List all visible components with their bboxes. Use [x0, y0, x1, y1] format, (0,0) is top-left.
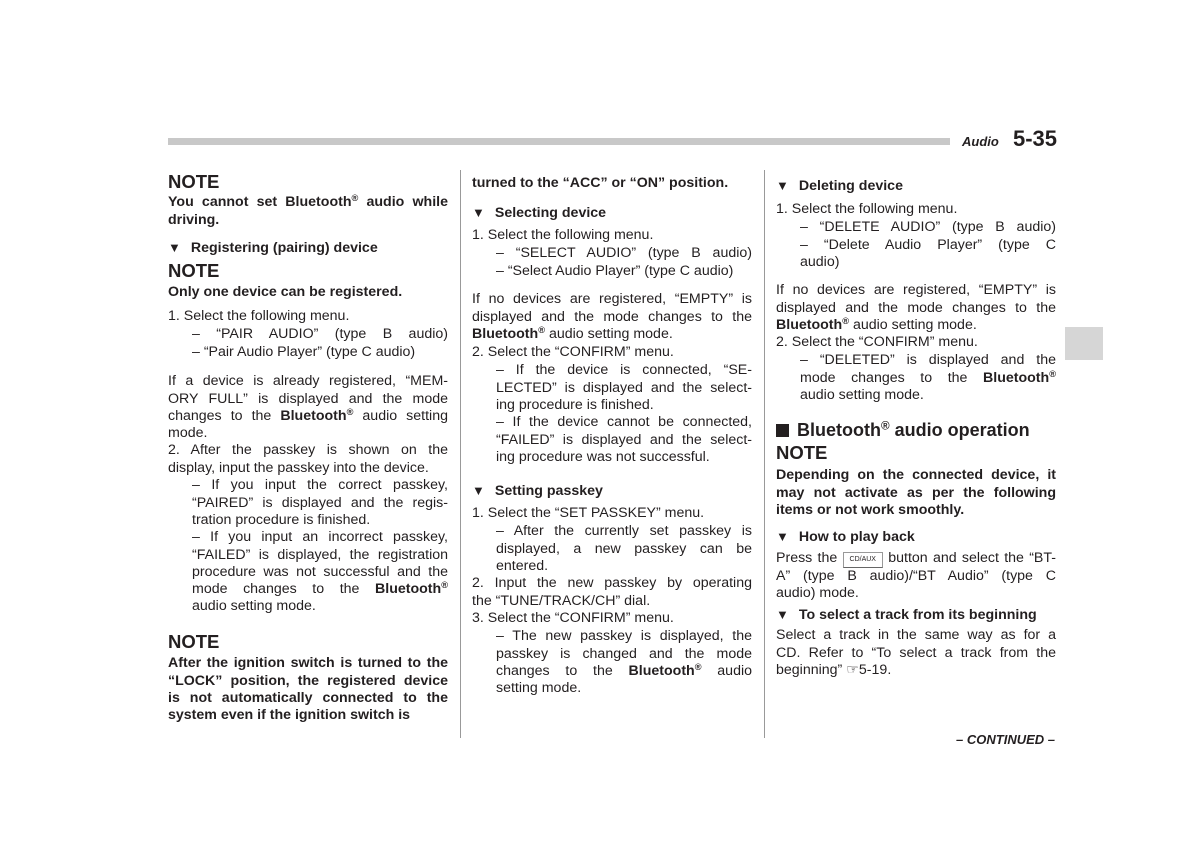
triangle-bullet-icon: ▼: [776, 178, 789, 194]
subsection-heading: [472, 482, 752, 499]
text-line: passkey is changed and the mode: [496, 645, 752, 662]
paragraph: [496, 628, 752, 697]
paragraph: [496, 245, 752, 279]
section-heading: [776, 419, 1056, 441]
text-line: “LOCK” position, the registered device: [168, 672, 448, 689]
text-line: If a device is already registered, “MEM-: [168, 373, 448, 390]
paragraph: [776, 550, 1056, 602]
text-line: If no devices are registered, “EMPTY” is: [776, 282, 1056, 299]
paragraph: [168, 194, 448, 228]
text-line: – If you input an incorrect passkey,: [192, 529, 448, 546]
subsection-heading: [776, 528, 1056, 545]
text-line: system even if the ignition switch is: [168, 706, 411, 723]
paragraph: [192, 477, 448, 529]
text-line: changes to the Bluetooth® audio: [496, 661, 752, 679]
continued-label: – CONTINUED –: [956, 732, 1055, 747]
text-line: 1. Select the following menu.: [776, 201, 958, 218]
text-line: ▼ To select a track from its beginning: [776, 607, 1037, 624]
text-line: procedure was not successful and the: [192, 563, 448, 580]
paragraph: [168, 284, 448, 301]
text-line: NOTE: [776, 442, 828, 463]
text-line: 2. After the passkey is shown on the: [168, 442, 448, 459]
text-line: setting mode.: [496, 679, 582, 696]
text-line: Bluetooth® audio setting mode.: [472, 324, 673, 342]
text-line: may not activate as per the following: [776, 484, 1056, 501]
text-line: “FAILED” is displayed and the select-: [496, 431, 752, 448]
text-line: tration procedure is finished.: [192, 511, 371, 528]
text-line: ing procedure is finished.: [496, 396, 654, 413]
subsection-heading: [472, 204, 752, 221]
text-line: ing procedure was not successful.: [496, 448, 710, 465]
triangle-bullet-icon: ▼: [472, 205, 485, 221]
text-line: ▼ Selecting device: [472, 205, 607, 222]
text-line: audio setting mode.: [192, 598, 316, 615]
chapter-tab: [1065, 327, 1103, 360]
note-heading: [776, 442, 1056, 464]
triangle-bullet-icon: ▼: [168, 240, 181, 256]
page-number: 5-35: [1013, 126, 1058, 151]
square-bullet-icon: [776, 424, 789, 437]
text-line: audio setting mode.: [800, 386, 924, 403]
paragraph: [472, 175, 752, 192]
text-line: – “Select Audio Player” (type C audio): [496, 262, 734, 279]
text-line: – “DELETED” is displayed and the: [800, 352, 1056, 369]
text-line: Bluetooth® audio setting mode.: [776, 315, 977, 333]
text-line: – “DELETE AUDIO” (type B audio): [800, 219, 1056, 236]
note-heading: [168, 631, 448, 653]
text-line: beginning” ☞5-19.: [776, 661, 892, 678]
paragraph: [776, 627, 1056, 679]
text-line: display, input the passkey into the device.: [168, 459, 429, 476]
text-line: mode changes to the Bluetooth®: [800, 368, 1056, 386]
text-line: Bluetooth® audio operation: [776, 419, 1056, 441]
subsection-heading: [776, 177, 1056, 194]
text-line: “FAILED” is displayed, the registration: [192, 546, 448, 563]
text-line: NOTE: [168, 260, 220, 281]
text-line: displayed and the mode changes to the: [472, 308, 752, 325]
text-line: is not automatically connected to the: [168, 689, 448, 706]
text-line: 3. Select the “CONFIRM” menu.: [472, 610, 674, 627]
column-divider: [764, 170, 765, 738]
text-line: NOTE: [168, 631, 220, 652]
text-line: audio): [800, 253, 840, 270]
text-line: turned to the “ACC” or “ON” position.: [472, 175, 729, 192]
text-line: 1. Select the following menu.: [168, 308, 350, 325]
text-line: mode changes to the Bluetooth®: [192, 579, 448, 597]
text-line: – “PAIR AUDIO” (type B audio): [192, 326, 448, 343]
text-line: items or not work smoothly.: [776, 501, 965, 518]
text-line: 2. Input the new passkey by operating: [472, 575, 752, 592]
text-line: – If you input the correct passkey,: [192, 477, 448, 494]
paragraph: [192, 529, 448, 615]
note-heading: [168, 260, 448, 282]
paragraph: [168, 373, 448, 442]
text-line: displayed, a new passkey can be: [496, 540, 752, 557]
text-line: After the ignition switch is turned to the: [168, 655, 448, 672]
paragraph: [800, 352, 1056, 404]
column-divider: [460, 170, 461, 738]
text-line: changes to the Bluetooth® audio setting: [168, 406, 448, 424]
paragraph: [472, 610, 752, 627]
text-line: 1. Select the following menu.: [472, 227, 654, 244]
paragraph: [496, 362, 752, 414]
paragraph: [168, 308, 448, 325]
text-line: Press the CD/AUX button and select the “BT-: [776, 550, 1057, 567]
paragraph: [192, 326, 448, 360]
paragraph: [776, 334, 1056, 351]
paragraph: [776, 282, 1056, 334]
paragraph: [776, 201, 1056, 218]
text-line: mode.: [168, 424, 208, 441]
triangle-bullet-icon: ▼: [776, 529, 789, 545]
paragraph: [472, 344, 752, 361]
text-line: “PAIRED” is displayed and the regis-: [192, 494, 448, 511]
text-line: ▼ Deleting device: [776, 178, 903, 195]
triangle-bullet-icon: ▼: [472, 483, 485, 499]
text-line: – “Delete Audio Player” (type C: [800, 236, 1056, 253]
text-line: ▼ Registering (pairing) device: [168, 240, 378, 257]
text-line: the “TUNE/TRACK/CH” dial.: [472, 592, 651, 609]
subsection-heading: [776, 606, 1056, 623]
text-line: – If the device cannot be connected,: [496, 414, 752, 431]
text-line: audio) mode.: [776, 584, 859, 601]
text-line: ▼ Setting passkey: [472, 483, 603, 500]
paragraph: [776, 467, 1056, 519]
text-line: Depending on the connected device, it: [776, 467, 1056, 484]
text-line: Only one device can be registered.: [168, 284, 403, 301]
paragraph: [168, 442, 448, 476]
triangle-bullet-icon: ▼: [776, 607, 789, 623]
section-title: Audio: [962, 134, 999, 149]
text-line: If no devices are registered, “EMPTY” is: [472, 291, 752, 308]
text-line: – The new passkey is displayed, the: [496, 628, 752, 645]
text-line: CD. Refer to “To select a track from the: [776, 644, 1056, 661]
text-line: – If the device is connected, “SE-: [496, 362, 752, 379]
paragraph: [472, 227, 752, 244]
paragraph: [496, 414, 752, 466]
text-line: entered.: [496, 557, 549, 574]
text-line: 2. Select the “CONFIRM” menu.: [472, 344, 674, 361]
text-line: LECTED” is displayed and the select-: [496, 379, 752, 396]
text-line: – “Pair Audio Player” (type C audio): [192, 343, 416, 360]
text-line: ▼ How to play back: [776, 529, 915, 546]
paragraph: [800, 219, 1056, 271]
text-line: 2. Select the “CONFIRM” menu.: [776, 334, 978, 351]
paragraph: [472, 575, 752, 609]
text-line: – After the currently set passkey is: [496, 523, 752, 540]
text-line: NOTE: [168, 171, 220, 192]
paragraph: [496, 523, 752, 575]
paragraph: [472, 505, 752, 522]
text-line: ORY FULL” is displayed and the mode: [168, 390, 448, 407]
text-line: driving.: [168, 211, 220, 228]
subsection-heading: [168, 239, 448, 256]
text-line: Select a track in the same way as for a: [776, 627, 1056, 644]
text-line: displayed and the mode changes to the: [776, 299, 1056, 316]
text-line: A” (type B audio)/“BT Audio” (type C: [776, 567, 1056, 584]
cd-aux-button-icon: CD/AUX: [843, 552, 883, 568]
text-line: 1. Select the “SET PASSKEY” menu.: [472, 505, 705, 522]
text-line: – “SELECT AUDIO” (type B audio): [496, 245, 752, 262]
header-rule: [168, 138, 950, 145]
paragraph: [168, 655, 448, 724]
text-line: You cannot set Bluetooth® audio while: [168, 193, 448, 211]
note-heading: [168, 171, 448, 193]
paragraph: [472, 291, 752, 343]
